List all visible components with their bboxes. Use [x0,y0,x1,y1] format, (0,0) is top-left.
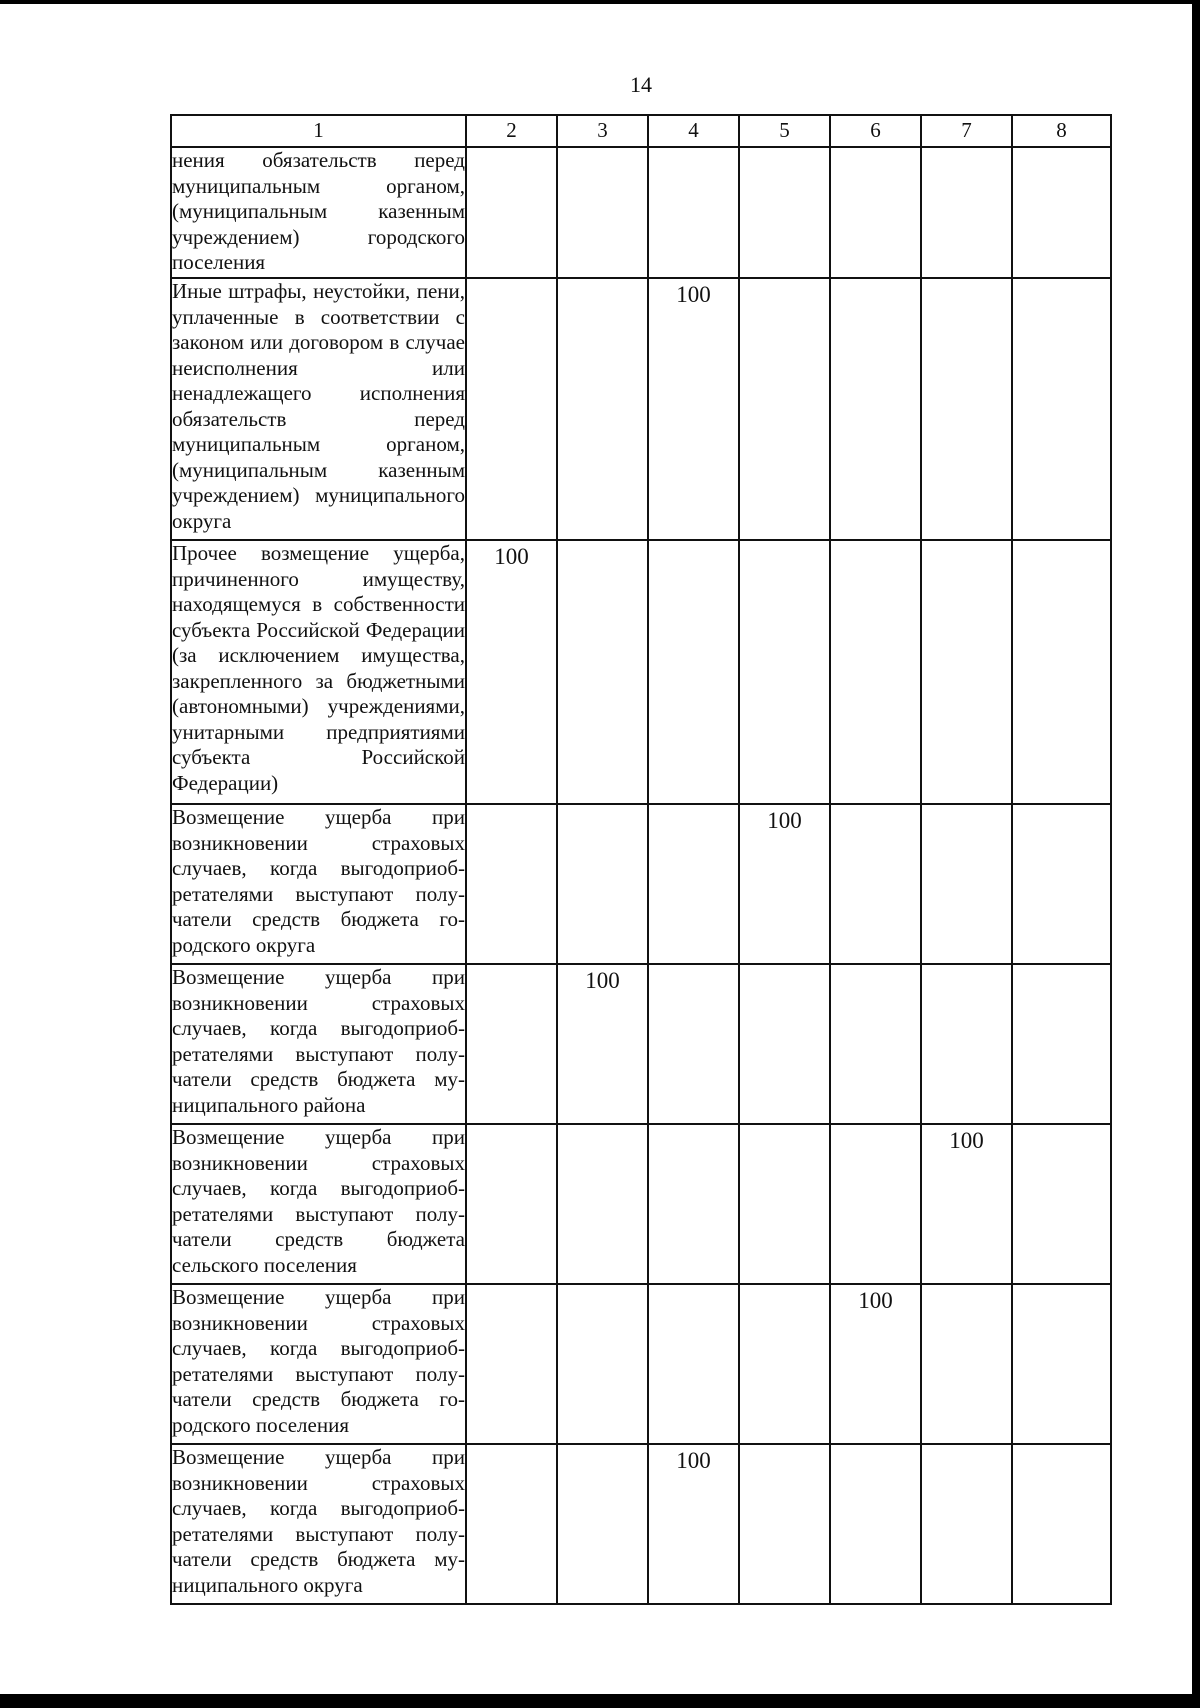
row-value-col-8 [1012,804,1111,964]
row-value-col-6 [830,278,921,540]
row-value-col-4 [648,540,739,804]
row-value-col-8 [1012,1124,1111,1284]
row-value-col-6: 100 [830,1284,921,1444]
row-description: Возмещение ущерба при возникновении страховых случаев, когда выгодоприобретателями выступают получатели средств бюджета сельского поселения [171,1124,466,1284]
row-value-col-2 [466,278,557,540]
row-value-col-3 [557,804,648,964]
row-value-col-7 [921,964,1012,1124]
row-value-col-4 [648,804,739,964]
row-description: Возмещение ущерба при возникновении страховых случаев, когда выгодоприобретателями выступают получатели средств бюджета муниципального района [171,964,466,1124]
row-value-col-4: 100 [648,278,739,540]
row-value-col-6 [830,147,921,278]
column-header-2: 2 [466,115,557,147]
row-value-col-2 [466,1124,557,1284]
table-row [171,540,1111,804]
row-value-col-2 [466,1444,557,1604]
row-value-col-6 [830,1124,921,1284]
row-value-col-8 [1012,147,1111,278]
scan-edge-top [0,0,1200,4]
row-value-col-5 [739,540,830,804]
row-value-col-7 [921,1284,1012,1444]
table-row [171,1284,1111,1444]
column-header-1: 1 [171,115,466,147]
row-value-col-5 [739,278,830,540]
table-row [171,147,1111,278]
row-value-col-6 [830,540,921,804]
row-value-col-3 [557,540,648,804]
row-description: Возмещение ущерба при возникновении страховых случаев, когда выгодоприобретателями выступают получатели средств бюджета городского поселения [171,1284,466,1444]
row-value-col-4 [648,964,739,1124]
row-value-col-5: 100 [739,804,830,964]
column-header-6: 6 [830,115,921,147]
row-value-col-5 [739,1124,830,1284]
row-description: Прочее возмещение ущерба, причиненного имуществу, находящемуся в собственности субъекта Российской Федерации (за исключением имущества, закрепленного за бюджетными (автономными) учреждениями, унитарными предприятиями субъекта Российской Федерации) [171,540,466,804]
table-row [171,804,1111,964]
row-value-col-6 [830,964,921,1124]
row-value-col-4: 100 [648,1444,739,1604]
row-value-col-8 [1012,540,1111,804]
row-value-col-8 [1012,1444,1111,1604]
row-value-col-4 [648,1124,739,1284]
table-row [171,278,1111,540]
row-value-col-4 [648,1284,739,1444]
scan-edge-bottom [0,1694,1200,1708]
table-row [171,964,1111,1124]
column-header-8: 8 [1012,115,1111,147]
row-value-col-5 [739,1444,830,1604]
row-value-col-8 [1012,278,1111,540]
row-value-col-6 [830,804,921,964]
row-value-col-7 [921,147,1012,278]
column-header-4: 4 [648,115,739,147]
row-value-col-2 [466,804,557,964]
row-value-col-5 [739,1284,830,1444]
row-value-col-7 [921,278,1012,540]
row-value-col-3 [557,1124,648,1284]
row-value-col-3 [557,1284,648,1444]
row-description: Возмещение ущерба при возникновении страховых случаев, когда выгодоприобретателями выступают получатели средств бюджета городского округа [171,804,466,964]
table-row [171,1444,1111,1604]
row-value-col-2 [466,1284,557,1444]
distribution-table [170,114,1112,1605]
column-header-5: 5 [739,115,830,147]
row-value-col-7 [921,1444,1012,1604]
row-description: Иные штрафы, неустойки, пени, уплаченные в соответствии с законом или договором в случае неисполнения или ненадлежащего исполнения обязательств перед муниципальным органом, (муниципальным казенным учреждением) муниципального округа [171,278,466,540]
table-row [171,1124,1111,1284]
row-value-col-3 [557,1444,648,1604]
table-header-row [171,115,1111,147]
row-description: нения обязательств перед муниципальным органом, (муниципальным казенным учреждением) городского поселения [171,147,466,278]
row-value-col-3 [557,147,648,278]
scan-edge-right [1192,0,1200,1708]
row-value-col-2: 100 [466,540,557,804]
row-value-col-3: 100 [557,964,648,1124]
row-value-col-7 [921,804,1012,964]
row-value-col-2 [466,964,557,1124]
row-value-col-2 [466,147,557,278]
row-value-col-8 [1012,1284,1111,1444]
row-value-col-6 [830,1444,921,1604]
row-description: Возмещение ущерба при возникновении страховых случаев, когда выгодоприобретателями выступают получатели средств бюджета муниципального округа [171,1444,466,1604]
column-header-7: 7 [921,115,1012,147]
row-value-col-4 [648,147,739,278]
column-header-3: 3 [557,115,648,147]
row-value-col-7: 100 [921,1124,1012,1284]
row-value-col-3 [557,278,648,540]
row-value-col-8 [1012,964,1111,1124]
row-value-col-5 [739,147,830,278]
page-number: 14 [630,72,652,97]
row-value-col-5 [739,964,830,1124]
row-value-col-7 [921,540,1012,804]
